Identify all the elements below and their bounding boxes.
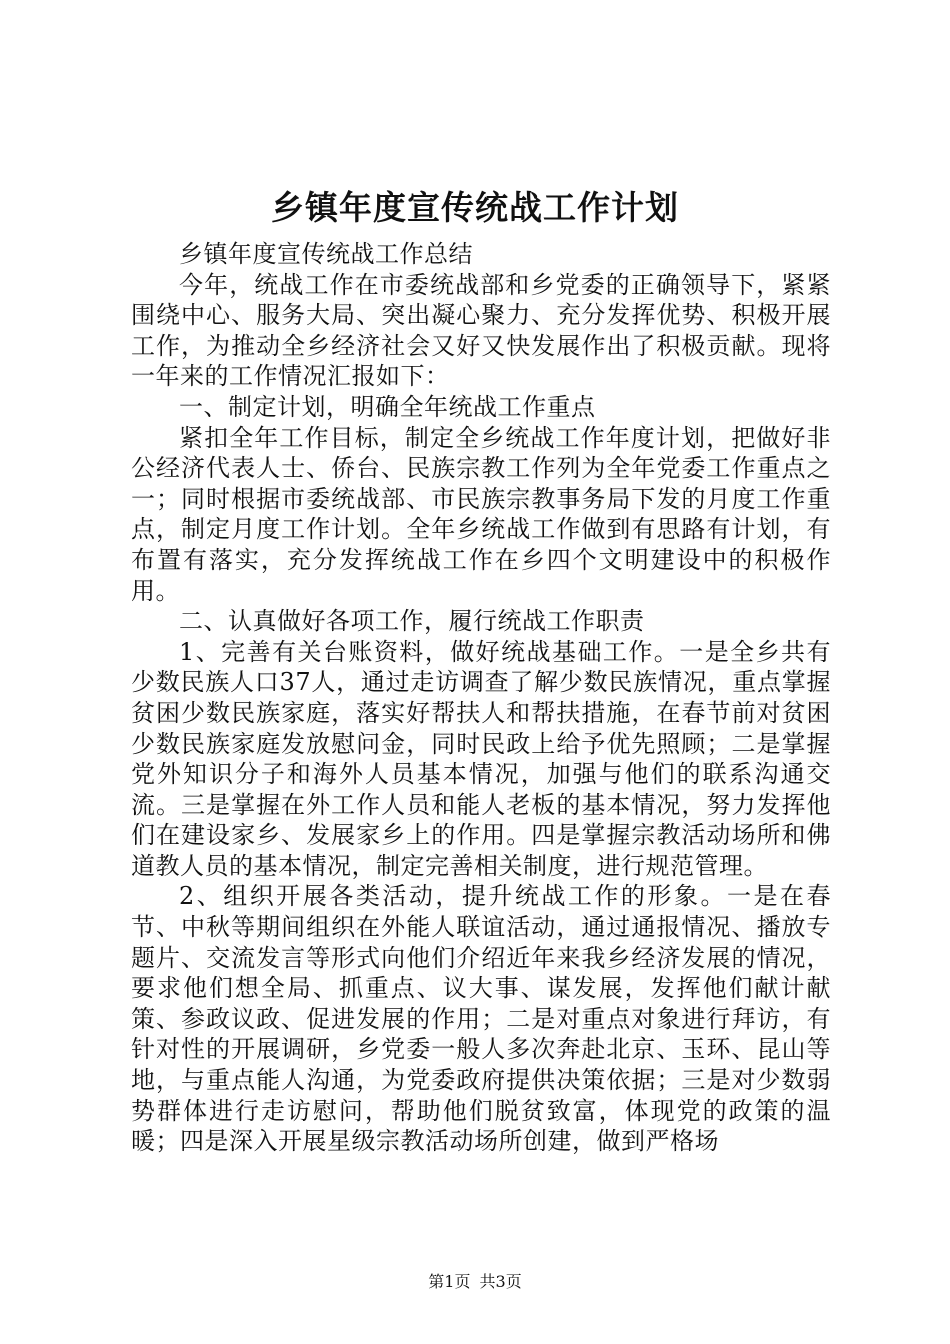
document-title: 乡镇年度宣传统战工作计划 xyxy=(271,188,679,227)
section-heading-1: 一、制定计划，明确全年统战工作重点 xyxy=(179,392,596,421)
paragraph-subtitle: 乡镇年度宣传统战工作总结 xyxy=(179,240,473,268)
section-heading-2: 二、认真做好各项工作，履行统战工作职责 xyxy=(179,607,645,636)
paragraph-item-2: 2、组织开展各类活动，提升统战工作的形象。一是在春节、中秋等期间组织在外能人联谊活动，通过通报情况、播放专题片、交流发言等形式向他们介绍近年来我乡经济发展的情况，要求他们想全局、抓重点、议大事、谋发展，发挥他们献计献策、参政议政、促进发展的作用；二是对重点对象进行拜访，有针对性的开展调研，乡党委一般人多次奔赴北京、玉环、昆山等地，与重点能人沟通，为党委政府提供决策依据；三是对少数弱势群体进行走访慰问，帮助他们脱贫致富，体现党的政策的温暖；四是深入开展星级宗教活动场所创建，做到严格场 xyxy=(131,882,831,1156)
paragraph-item-1: 1、完善有关台账资料，做好统战基础工作。一是全乡共有少数民族人口37人，通过走访调查了解少数民族情况，重点掌握贫困少数民族家庭，落实好帮扶人和帮扶措施，在春节前对贫困少数民族家庭发放慰问金，同时民政上给予优先照顾；二是掌握党外知识分子和海外人员基本情况，加强与他们的联系沟通交流。三是掌握在外工作人员和能人老板的基本情况，努力发挥他们在建设家乡、发展家乡上的作用。四是掌握宗教活动场所和佛道教人员的基本情况，制定完善相关制度，进行规范管理。 xyxy=(131,637,831,880)
paragraph-intro: 今年，统战工作在市委统战部和乡党委的正确领导下，紧紧围绕中心、服务大局、突出凝心聚力、充分发挥优势、积极开展工作，为推动全乡经济社会又好又快发展作出了积极贡献。现将一年来的工作情况汇报如下： xyxy=(131,270,831,391)
page-total: 共3页 xyxy=(479,1272,522,1291)
page-footer xyxy=(0,1272,950,1292)
page-number: 第1页 xyxy=(428,1272,471,1291)
document-body xyxy=(131,239,831,1157)
paragraph-plan: 紧扣全年工作目标，制定全乡统战工作年度计划，把做好非公经济代表人士、侨台、民族宗教工作列为全年党委工作重点之一；同时根据市委统战部、市民族宗教事务局下发的月度工作重点，制定月度工作计划。全年乡统战工作做到有思路有计划，有布置有落实，充分发挥统战工作在乡四个文明建设中的积极作用。 xyxy=(131,423,831,605)
